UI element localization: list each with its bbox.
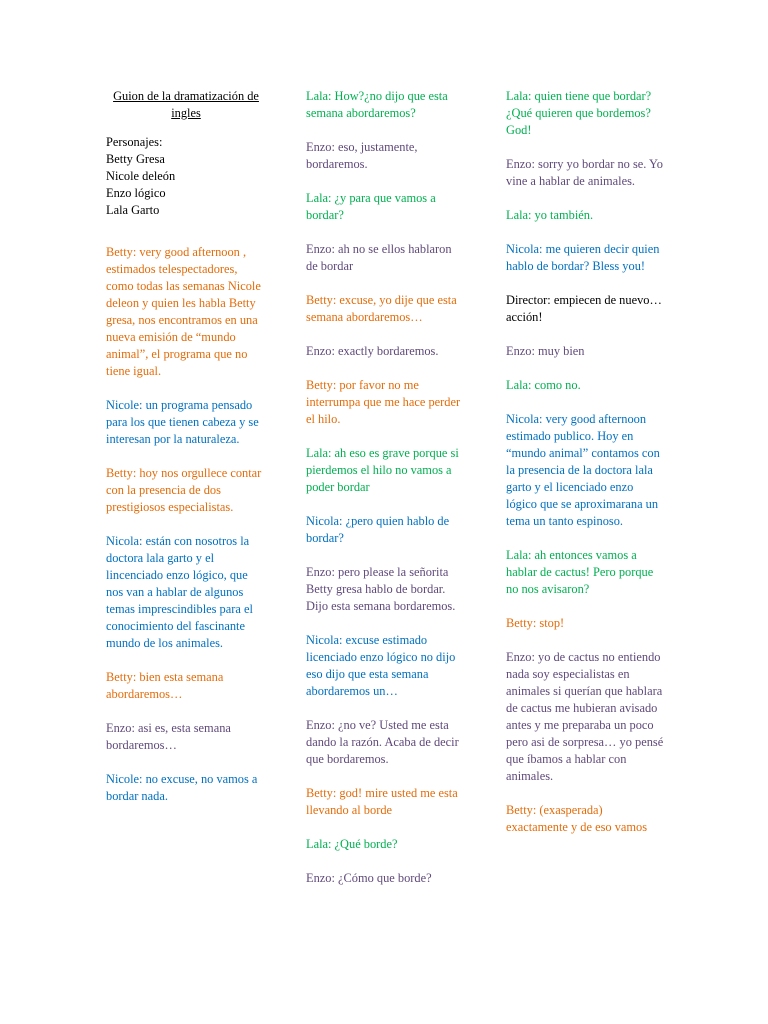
character-name: Enzo lógico — [106, 186, 166, 200]
dialogue-line-betty: Betty: (exasperada) exactamente y de eso vamos — [506, 803, 648, 834]
dialogue-line-nicole: Nicole: no excuse, no vamos a bordar nada. — [106, 772, 258, 803]
dialogue-line-lala: Lala: como no. — [506, 378, 581, 392]
dialogue-line-director: Director: empiecen de nuevo…acción! — [506, 293, 662, 324]
dialogue-line-lala: Lala: ¿Qué borde? — [306, 837, 398, 851]
dialogue-line-enzo: Enzo: sorry yo bordar no se. Yo vine a hablar de animales. — [506, 157, 663, 188]
dialogue-line-nicole: Nicola: very good afternoon estimado publico. Hoy en “mundo animal” contamos con la presencia de la doctora lala garto y el licenciado enzo lógico que se aproximarana un tema un tanto espinoso. — [506, 412, 660, 528]
character-name: Nicole deleón — [106, 169, 176, 183]
dialogue-line-enzo: Enzo: exactly bordaremos. — [306, 344, 439, 358]
dialogue-line-enzo: Enzo: asi es, esta semana bordaremos… — [106, 721, 231, 752]
dialogue-line-lala: Lala: ah eso es grave porque si pierdemos el hilo no vamos a poder bordar — [306, 446, 459, 494]
script-column-3 — [506, 88, 666, 853]
dialogue-line-lala: Lala: ah entonces vamos a hablar de cactus! Pero porque no nos avisaron? — [506, 548, 654, 596]
dialogue-line-betty: Betty: very good afternoon , estimados telespectadores, como todas las semanas Nicole deleon y quien les habla Betty gresa, nos encontramos en una nueva emisión de “mundo animal”, el programa que no tiene igual. — [106, 245, 261, 378]
dialogue-line-betty: Betty: hoy nos orgullece contar con la presencia de dos prestigiosos especialistas. — [106, 466, 262, 514]
characters-list — [106, 134, 266, 219]
dialogue-line-enzo: Enzo: muy bien — [506, 344, 585, 358]
dialogue-line-enzo: Enzo: ah no se ellos hablaron de bordar — [306, 242, 452, 273]
dialogue-line-enzo: Enzo: pero please la señorita Betty gresa hablo de bordar. Dijo esta semana bordaremos. — [306, 565, 456, 613]
dialogue-line-lala: Lala: How?¿no dijo que esta semana abordaremos? — [306, 89, 448, 120]
dialogue-line-enzo: Enzo: ¿no ve? Usted me esta dando la razón. Acaba de decir que bordaremos. — [306, 718, 459, 766]
dialogue-line-nicole: Nicola: están con nosotros la doctora lala garto y el lincenciado enzo lógico, que nos van a hablar de algunos temas imprescindibles para el conocimiento del fascinante mundo de los animales. — [106, 534, 253, 650]
dialogue-line-betty: Betty: bien esta semana abordaremos… — [106, 670, 224, 701]
dialogue-line-enzo: Enzo: yo de cactus no entiendo nada soy especialistas en animales si querían que hablara de cactus me hubieran avisado antes y me preparaba un poco pero asi de sorpresa… yo pensé que íbamos a hablar con animales. — [506, 650, 664, 783]
dialogue-line-nicole: Nicola: ¿pero quien hablo de bordar? — [306, 514, 450, 545]
character-name: Lala Garto — [106, 203, 160, 217]
dialogue-line-betty: Betty: god! mire usted me esta llevando al borde — [306, 786, 458, 817]
dialogue-line-lala: Lala: yo también. — [506, 208, 594, 222]
dialogue-line-nicole: Nicole: un programa pensado para los que tienen cabeza y se interesan por la naturaleza. — [106, 398, 259, 446]
script-column-2 — [306, 88, 466, 904]
characters-heading: Personajes: — [106, 135, 163, 149]
dialogue-line-enzo: Enzo: eso, justamente, bordaremos. — [306, 140, 418, 171]
dialogue-line-betty: Betty: por favor no me interrumpa que me hace perder el hilo. — [306, 378, 461, 426]
dialogue-line-lala: Lala: ¿y para que vamos a bordar? — [306, 191, 436, 222]
dialogue-line-nicole: Nicola: excuse estimado licenciado enzo lógico no dijo eso dijo que esta semana abordaremos un… — [306, 633, 456, 698]
dialogue-line-betty: Betty: excuse, yo dije que esta semana abordaremos… — [306, 293, 457, 324]
script-column-1 — [106, 88, 266, 822]
dialogue-line-enzo: Enzo: ¿Cómo que borde? — [306, 871, 432, 885]
dialogue-line-lala: Lala: quien tiene que bordar? ¿Qué quieren que bordemos? God! — [506, 89, 652, 137]
document-title: Guion de la dramatización de ingles — [113, 89, 259, 120]
dialogue-line-betty: Betty: stop! — [506, 616, 565, 630]
character-name: Betty Gresa — [106, 152, 165, 166]
dialogue-line-nicole: Nicola: me quieren decir quien hablo de bordar? Bless you! — [506, 242, 660, 273]
